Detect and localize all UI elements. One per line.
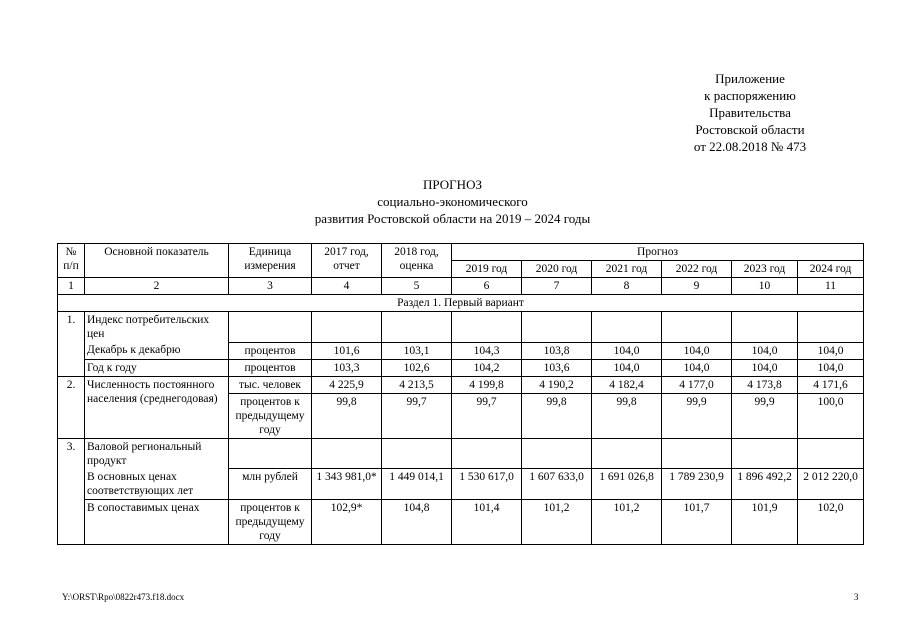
title-line: ПРОГНОЗ bbox=[423, 177, 482, 192]
value-cell: 101,9 bbox=[732, 499, 798, 544]
column-number: 9 bbox=[662, 278, 732, 295]
value-cell: 101,4 bbox=[452, 499, 522, 544]
value-cell: 103,1 bbox=[382, 342, 452, 359]
title-line: социально-экономического bbox=[377, 194, 528, 209]
value-cell: 4 190,2 bbox=[522, 376, 592, 393]
column-number: 5 bbox=[382, 278, 452, 295]
value-cell: 104,2 bbox=[452, 359, 522, 376]
sub-indicator-name: В основных ценах соответствующих лет bbox=[85, 469, 229, 500]
table-row bbox=[58, 469, 864, 500]
appendix-line: от 22.08.2018 № 473 bbox=[693, 139, 807, 154]
row-number: 1. bbox=[58, 312, 85, 377]
value-cell: 4 225,9 bbox=[312, 376, 382, 393]
value-cell: 104,0 bbox=[662, 342, 732, 359]
header-year: 2021 год bbox=[592, 261, 662, 278]
value-cell: 1 896 492,2 bbox=[732, 469, 798, 500]
value-cell: 103,8 bbox=[522, 342, 592, 359]
column-number: 7 bbox=[522, 278, 592, 295]
unit-cell: процентов bbox=[229, 342, 312, 359]
value-cell: 1 343 981,0* bbox=[312, 469, 382, 500]
unit-cell: тыс. человек bbox=[229, 376, 312, 393]
column-number: 4 bbox=[312, 278, 382, 295]
value-cell: 99,8 bbox=[312, 393, 382, 438]
value-cell: 1 691 026,8 bbox=[592, 469, 662, 500]
sub-indicator-name: В сопоставимых ценах bbox=[85, 499, 229, 544]
table-row bbox=[58, 376, 864, 393]
value-cell: 104,0 bbox=[798, 359, 864, 376]
value-cell: 104,0 bbox=[732, 359, 798, 376]
header-year: 2019 год bbox=[452, 261, 522, 278]
appendix-line: Приложение bbox=[715, 71, 785, 86]
unit-cell: процентов к предыдущему году bbox=[229, 393, 312, 438]
header-no: № п/п bbox=[58, 244, 85, 278]
value-cell: 103,3 bbox=[312, 359, 382, 376]
value-cell: 99,8 bbox=[522, 393, 592, 438]
column-number: 1 bbox=[58, 278, 85, 295]
header-year: 2020 год bbox=[522, 261, 592, 278]
value-cell: 4 171,6 bbox=[798, 376, 864, 393]
value-cell: 4 199,8 bbox=[452, 376, 522, 393]
value-cell: 1 449 014,1 bbox=[382, 469, 452, 500]
sub-indicator-name: Декабрь к декабрю bbox=[85, 342, 229, 359]
value-cell: 4 182,4 bbox=[592, 376, 662, 393]
value-cell: 99,7 bbox=[382, 393, 452, 438]
sub-indicator-name: Год к году bbox=[85, 359, 229, 376]
indicator-name: Численность постоянного населения (среднегодовая) bbox=[85, 376, 229, 438]
value-cell: 4 177,0 bbox=[662, 376, 732, 393]
table-row bbox=[58, 359, 864, 376]
header-year: 2024 год bbox=[798, 261, 864, 278]
title-line: развития Ростовской области на 2019 – 2024 годы bbox=[314, 211, 591, 226]
header-forecast: Прогноз bbox=[452, 244, 864, 261]
value-cell: 101,6 bbox=[312, 342, 382, 359]
value-cell: 102,6 bbox=[382, 359, 452, 376]
header-year: 2022 год bbox=[662, 261, 732, 278]
header-indicator: Основной показатель bbox=[85, 244, 229, 278]
table-row bbox=[58, 499, 864, 544]
value-cell: 4 213,5 bbox=[382, 376, 452, 393]
section-title: Раздел 1. Первый вариант bbox=[58, 295, 864, 312]
value-cell: 103,6 bbox=[522, 359, 592, 376]
unit-cell: процентов bbox=[229, 359, 312, 376]
value-cell: 101,7 bbox=[662, 499, 732, 544]
section-row bbox=[58, 295, 864, 312]
value-cell: 101,2 bbox=[592, 499, 662, 544]
row-number: 2. bbox=[58, 376, 85, 438]
appendix-header bbox=[640, 70, 860, 155]
value-cell: 104,8 bbox=[382, 499, 452, 544]
header-2017: 2017 год, отчет bbox=[312, 244, 382, 278]
value-cell: 102,0 bbox=[798, 499, 864, 544]
value-cell: 101,2 bbox=[522, 499, 592, 544]
header-row bbox=[58, 244, 864, 261]
value-cell: 1 789 230,9 bbox=[662, 469, 732, 500]
value-cell: 99,7 bbox=[452, 393, 522, 438]
value-cell: 102,9* bbox=[312, 499, 382, 544]
value-cell: 104,0 bbox=[592, 359, 662, 376]
document-title bbox=[200, 176, 705, 227]
appendix-line: к распоряжению bbox=[704, 88, 796, 103]
table-row bbox=[58, 438, 864, 469]
indicator-name: Валовой региональный продукт bbox=[85, 438, 229, 469]
value-cell: 99,9 bbox=[732, 393, 798, 438]
column-number: 6 bbox=[452, 278, 522, 295]
value-cell: 99,8 bbox=[592, 393, 662, 438]
header-year: 2023 год bbox=[732, 261, 798, 278]
value-cell: 1 607 633,0 bbox=[522, 469, 592, 500]
value-cell: 104,0 bbox=[732, 342, 798, 359]
value-cell: 104,0 bbox=[798, 342, 864, 359]
column-number: 3 bbox=[229, 278, 312, 295]
value-cell: 100,0 bbox=[798, 393, 864, 438]
value-cell: 104,3 bbox=[452, 342, 522, 359]
value-cell: 2 012 220,0 bbox=[798, 469, 864, 500]
indicator-name: Индекс потребительских цен bbox=[85, 312, 229, 343]
value-cell: 99,9 bbox=[662, 393, 732, 438]
header-2018: 2018 год, оценка bbox=[382, 244, 452, 278]
value-cell: 104,0 bbox=[592, 342, 662, 359]
column-number: 10 bbox=[732, 278, 798, 295]
value-cell: 104,0 bbox=[662, 359, 732, 376]
value-cell: 4 173,8 bbox=[732, 376, 798, 393]
row-number: 3. bbox=[58, 438, 85, 544]
unit-cell: процентов к предыдущему году bbox=[229, 499, 312, 544]
column-number: 8 bbox=[592, 278, 662, 295]
footer-file-path: Y:\ORST\Rpo\0822r473.f18.docx bbox=[62, 592, 185, 602]
column-number: 11 bbox=[798, 278, 864, 295]
unit-cell: млн рублей bbox=[229, 469, 312, 500]
page-number: 3 bbox=[854, 592, 859, 602]
forecast-table bbox=[57, 243, 864, 545]
header-unit: Единица измерения bbox=[229, 244, 312, 278]
table-row bbox=[58, 342, 864, 359]
column-number: 2 bbox=[85, 278, 229, 295]
table-row bbox=[58, 312, 864, 343]
value-cell: 1 530 617,0 bbox=[452, 469, 522, 500]
appendix-line: Правительства bbox=[709, 105, 791, 120]
appendix-line: Ростовской области bbox=[695, 122, 805, 137]
column-number-row bbox=[58, 278, 864, 295]
